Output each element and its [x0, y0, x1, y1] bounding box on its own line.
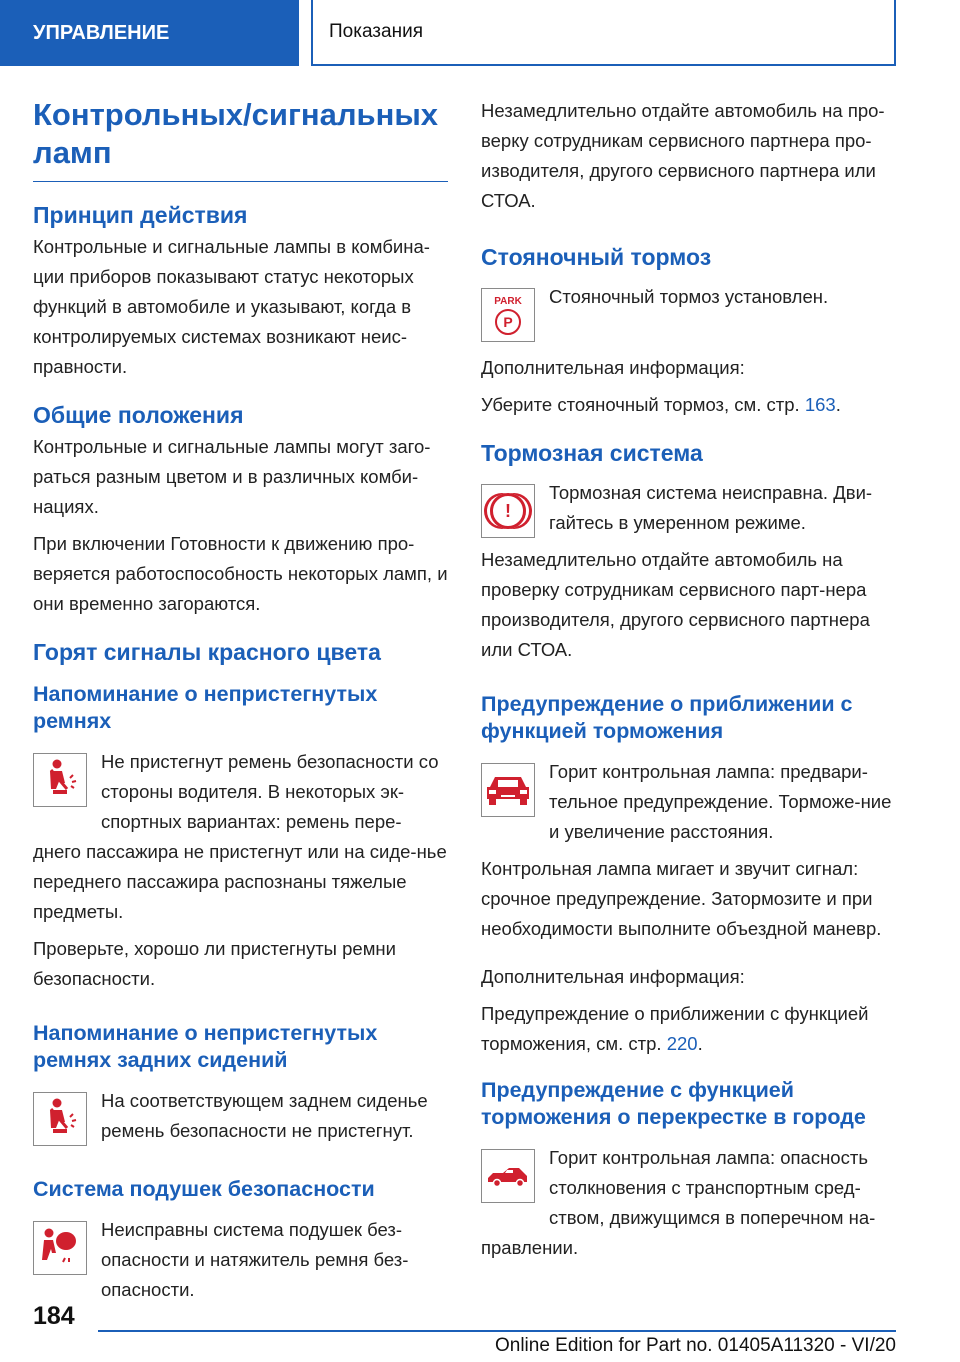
parking-icon-circle	[495, 309, 521, 335]
seatbelt-text-2: Проверьте, хорошо ли пристегнуты ремни безопасности.	[33, 938, 396, 989]
brake-icon-circle	[490, 493, 526, 529]
approach-ref-text: Предупреждение о приближении с функцией торможения, см. стр.	[481, 1003, 869, 1054]
brake-entry	[481, 478, 896, 665]
right-column	[481, 96, 896, 1263]
seatbelt-warning-icon	[33, 1092, 87, 1146]
approach-info-label: Дополнительная информация:	[481, 966, 745, 987]
seatbelt-entry	[33, 747, 448, 927]
parking-text: Стояночный тормоз установлен.	[549, 286, 829, 307]
approach-page-link[interactable]: 220	[666, 1033, 698, 1054]
brake-text-2: Незамедлительно отдайте автомобиль на проверку сотрудникам сервисного парт-нера производителя, другого сервисного партнера или СТОА.	[481, 549, 870, 660]
principle-heading: Принцип действия	[33, 202, 248, 228]
brake-text-1: Тормозная система неисправна. Дви-гайтесь в умеренном режиме.	[549, 482, 873, 533]
chapter-tab	[311, 0, 896, 66]
parking-entry	[481, 282, 896, 346]
parking-heading: Стояночный тормоз	[481, 244, 712, 270]
airbag-text: Неисправны система подушек без-опасности и натяжитель ремня без-опасности.	[101, 1219, 409, 1300]
airbag-entry	[33, 1215, 448, 1305]
crossing-warning-icon	[481, 1149, 535, 1203]
edition-note: Online Edition for Part no. 01405A11320 - VI/20	[494, 1335, 896, 1356]
approach-text-2: Контрольная лампа мигает и звучит сигнал: срочное предупреждение. Затормозите и при необходимости выполните объездной маневр.	[481, 858, 882, 939]
approach-text-1: Горит контрольная лампа: предвари-тельное предупреждение. Торможе-ние и увеличение расстояния.	[549, 761, 892, 842]
footer-rule	[98, 1330, 896, 1332]
rear-seatbelt-text: На соответствующем заднем сиденье ремень безопасности не пристегнут.	[101, 1090, 428, 1141]
page-title: Контрольных/сигнальных ламп	[33, 96, 448, 182]
left-column	[33, 96, 448, 1305]
airbag-warning-icon	[33, 1221, 87, 1275]
seatbelt-text: Не пристегнут ремень безопасности со стороны водителя. В некоторых эк-спортных вариантах: ремень пере-днего пассажира не пристегнут или на сиде-нье переднего пассажира распознаны тяжелые предметы.	[33, 751, 447, 922]
seatbelt-heading: Напоминание о непристегнутых ремнях	[33, 682, 378, 733]
principle-text: Контрольные и сигнальные лампы в комбина-ции приборов показывают статус некоторых функций в автомобиле и указывают, когда в контролируемых системах возникают неис-правности.	[33, 236, 430, 377]
general-text-2: При включении Готовности к движению про-веряется работоспособность некоторых ламп, и они временно загораются.	[33, 533, 448, 614]
approach-warning-icon	[481, 763, 535, 817]
approach-ref-end: .	[697, 1033, 703, 1054]
chapter-label: Показания	[329, 21, 423, 42]
section-label: УПРАВЛЕНИЕ	[33, 21, 170, 44]
parking-page-link[interactable]: 163	[804, 394, 836, 415]
general-heading: Общие положения	[33, 402, 244, 428]
approach-entry	[481, 757, 896, 847]
approach-reference	[481, 999, 896, 1059]
brake-icon-mark: !	[505, 501, 511, 521]
rear-seatbelt-heading: Напоминание о непристегнутых ремнях задних сидений	[33, 1021, 378, 1072]
seatbelt-warning-icon	[33, 753, 87, 807]
section-tab	[0, 0, 299, 66]
crossing-heading: Предупреждение с функцией торможения о перекрестке в городе	[481, 1078, 866, 1129]
page-number: 184	[33, 1302, 75, 1330]
crossing-entry	[481, 1143, 896, 1263]
general-text-1: Контрольные и сигнальные лампы могут заго-раться разным цветом и в различных комби-нациях.	[33, 436, 431, 517]
parking-ref-end: .	[835, 394, 841, 415]
crossing-text: Горит контрольная лампа: опасность столкновения с транспортным сред-ством, движущимся в поперечном на-правлении.	[481, 1147, 876, 1258]
parking-brake-icon	[481, 288, 535, 342]
service-intro: Незамедлительно отдайте автомобиль на про-верку сотрудникам сервисного партнера про-изводителя, другого сервисного партнера или СТОА.	[481, 100, 885, 211]
parking-icon-letter: P	[503, 313, 513, 330]
airbag-heading: Система подушек безопасности	[33, 1177, 375, 1201]
parking-reference	[481, 390, 896, 420]
parking-icon-label: PARK	[494, 295, 522, 307]
approach-heading: Предупреждение о приближении с функцией торможения	[481, 692, 853, 743]
parking-info-label: Дополнительная информация:	[481, 357, 745, 378]
red-signals-heading: Горят сигналы красного цвета	[33, 639, 381, 665]
brake-system-icon	[481, 484, 535, 538]
rear-seatbelt-entry	[33, 1086, 448, 1150]
brake-heading: Тормозная система	[481, 440, 703, 466]
parking-ref-text: Уберите стояночный тормоз, см. стр.	[481, 394, 800, 415]
